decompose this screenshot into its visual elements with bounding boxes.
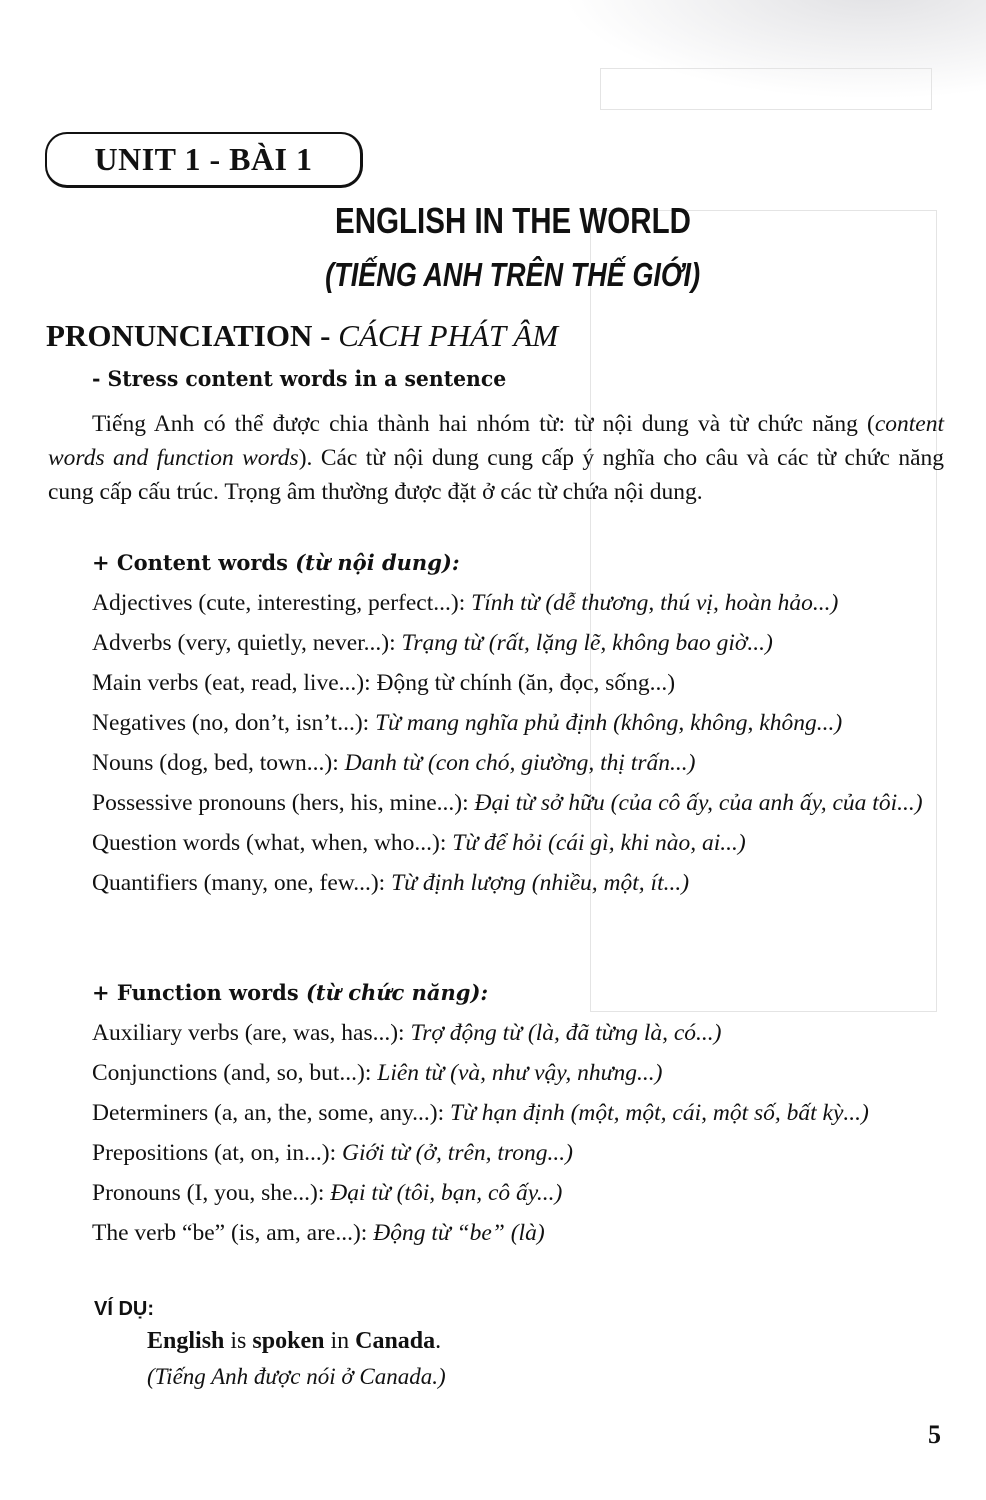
term-vi: Từ định lượng (nhiều, một, ít...) <box>391 870 690 896</box>
term-en: Auxiliary verbs (are, was, has...): <box>92 1020 411 1046</box>
heading-en: + Function words <box>92 980 306 1005</box>
sentence-word: in <box>324 1328 356 1354</box>
term-vi: Động từ “be” (là) <box>373 1220 545 1246</box>
term-en: Negatives (no, don’t, isn’t...): <box>92 710 376 736</box>
heading-vi: (từ nội dung): <box>295 550 460 575</box>
section-label-vi: CÁCH PHÁT ÂM <box>338 318 559 353</box>
list-item <box>48 1176 948 1210</box>
intro-text-1: Tiếng Anh có thể được chia thành hai nhóm từ: từ nội dung và từ chức năng ( <box>92 411 875 437</box>
example-label: VÍ DỤ: <box>94 1298 154 1320</box>
term-vi: Đại từ (tôi, bạn, cô ấy...) <box>330 1180 563 1206</box>
page-subtitle-text: (TIẾNG ANH TRÊN THẾ GIỚI) <box>325 256 701 293</box>
list-item <box>48 1096 948 1130</box>
term-vi: Từ mang nghĩa phủ định (không, không, không...) <box>375 710 843 736</box>
function-words-heading <box>48 976 948 1010</box>
section-label: PRONUNCIATION - <box>46 318 339 353</box>
term-vi: Đại từ sở hữu (của cô ấy, của anh ấy, của tôi...) <box>474 790 923 816</box>
list-item <box>48 1016 948 1050</box>
list-item <box>48 826 948 860</box>
list-item <box>48 786 948 820</box>
list-item <box>48 866 948 900</box>
example-translation: (Tiếng Anh được nói ở Canada.) <box>147 1364 446 1389</box>
term-en: Main verbs (eat, read, live...): <box>92 670 377 696</box>
list-item <box>48 706 948 740</box>
term-en: Question words (what, when, who...): <box>92 830 453 856</box>
term-en: Prepositions (at, on, in...): <box>92 1140 342 1166</box>
content-words-list <box>48 546 948 906</box>
example-sentence <box>147 1328 441 1355</box>
term-en: Conjunctions (and, so, but...): <box>92 1060 378 1086</box>
function-words-list <box>48 976 948 1256</box>
list-item <box>48 1136 948 1170</box>
sentence-word: spoken <box>252 1328 325 1354</box>
term-vi: Giới từ (ở, trên, trong...) <box>342 1140 573 1166</box>
term-en: Adjectives (cute, interesting, perfect...): <box>92 590 472 616</box>
sentence-word: English <box>147 1328 225 1354</box>
page-number: 5 <box>928 1420 941 1449</box>
term-vi: Danh từ (con chó, giường, thị trấn...) <box>344 750 696 776</box>
term-vi: Từ để hỏi (cái gì, khi nào, ai...) <box>452 830 746 856</box>
term-en: Pronouns (I, you, she...): <box>92 1180 331 1206</box>
intro-paragraph <box>48 407 944 509</box>
intro-italic: content words and function words <box>48 411 944 471</box>
term-en: Adverbs (very, quietly, never...): <box>92 630 402 656</box>
section-heading <box>46 318 558 354</box>
sentence-word: . <box>435 1328 442 1354</box>
bleed-through-box <box>600 68 932 110</box>
list-item <box>48 746 948 780</box>
intro-text-2: ). Các từ nội dung cung cấp ý nghĩa cho câu và các từ chức năng cung cấp cấu trúc. Trọng âm thường được đặt ở các từ chứa nội dung. <box>48 445 945 505</box>
term-en: Quantifiers (many, one, few...): <box>92 870 392 896</box>
heading-en: + Content words <box>92 550 296 575</box>
term-vi: Liên từ (và, như vậy, nhưng...) <box>377 1060 663 1086</box>
term-en: Nouns (dog, bed, town...): <box>92 750 345 776</box>
subsection-heading: - Stress content words in a sentence <box>92 366 507 391</box>
term-vi: Trợ động từ (là, đã từng là, có...) <box>410 1020 722 1046</box>
list-item <box>48 1216 948 1250</box>
page-title <box>0 200 986 242</box>
list-item <box>48 1056 948 1090</box>
page-subtitle <box>0 256 986 294</box>
term-en: The verb “be” (is, am, are...): <box>92 1220 374 1246</box>
sentence-word: is <box>224 1328 253 1354</box>
list-item <box>48 626 948 660</box>
term-vi: Tính từ (dễ thương, thú vị, hoàn hảo...) <box>471 590 839 616</box>
term-en: Determiners (a, an, the, some, any...): <box>92 1100 451 1126</box>
term-vi: Trạng từ (rất, lặng lẽ, không bao giờ...) <box>401 630 773 656</box>
term-en: Possessive pronouns (hers, his, mine...): <box>92 790 475 816</box>
content-words-heading <box>48 546 948 580</box>
term-vi: Từ hạn định (một, một, cái, một số, bất kỳ...) <box>450 1100 869 1126</box>
list-item <box>48 586 948 620</box>
heading-vi: (từ chức năng): <box>306 980 489 1005</box>
unit-badge: UNIT 1 - BÀI 1 <box>45 132 363 188</box>
scan-shadow <box>560 0 986 100</box>
sentence-word: Canada <box>355 1328 436 1354</box>
page-title-text: ENGLISH IN THE WORLD <box>335 200 691 241</box>
list-item <box>48 666 948 700</box>
term-vi: Động từ chính (ăn, đọc, sống...) <box>376 670 676 696</box>
